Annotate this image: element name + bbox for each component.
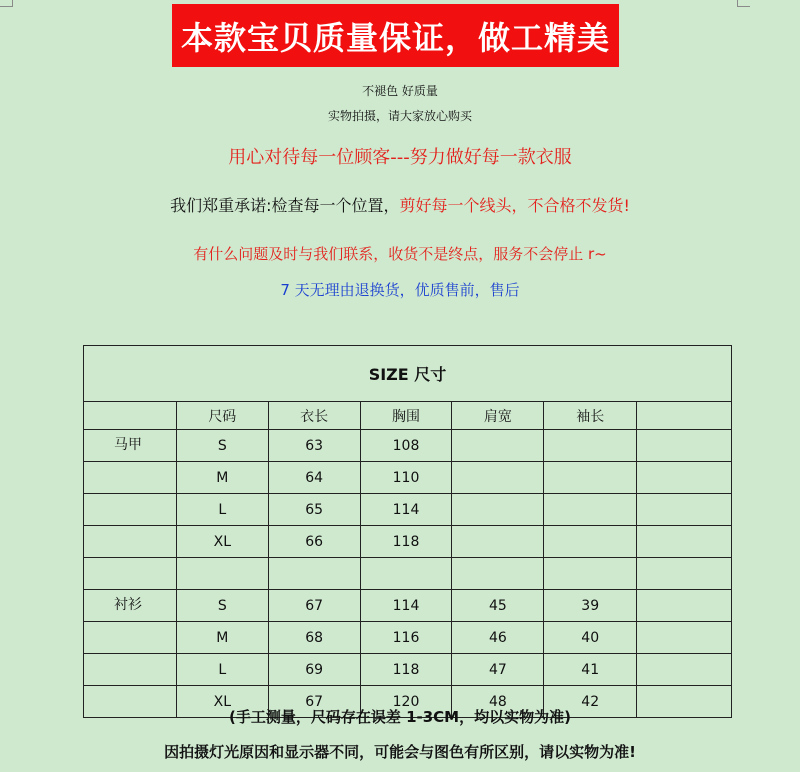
table-cell: 120 xyxy=(360,686,452,718)
table-cell xyxy=(452,558,544,590)
header-cell xyxy=(84,402,177,430)
table-cell xyxy=(637,526,732,558)
table-cell: 41 xyxy=(544,654,637,686)
table-cell xyxy=(452,430,544,462)
table-cell xyxy=(84,494,177,526)
table-cell xyxy=(360,558,452,590)
table-cell: 39 xyxy=(544,590,637,622)
table-cell: XL xyxy=(176,526,268,558)
measurement-note: (手工测量，尺码存在误差 1-3CM，均以实物为准) xyxy=(229,708,571,726)
table-cell xyxy=(544,462,637,494)
table-cell: 110 xyxy=(360,462,452,494)
table-cell: 衬衫 xyxy=(84,590,177,622)
return-policy-text: 7 天无理由退换货，优质售前，售后 xyxy=(280,281,520,299)
table-cell: 67 xyxy=(268,590,360,622)
table-cell xyxy=(452,494,544,526)
customer-care-text: 用心对待每一位顾客---努力做好每一款衣服 xyxy=(228,147,572,168)
table-cell xyxy=(637,622,732,654)
size-table-title: SIZE 尺寸 xyxy=(84,346,732,402)
crop-mark-right xyxy=(737,0,750,7)
table-cell: 114 xyxy=(360,590,452,622)
table-cell: 48 xyxy=(452,686,544,718)
table-cell xyxy=(637,494,732,526)
header-cell: 尺码 xyxy=(176,402,268,430)
table-row xyxy=(84,462,732,494)
no-fade-text: 不褪色 好质量 xyxy=(362,84,438,98)
size-table-title-row xyxy=(84,346,732,402)
table-cell: M xyxy=(176,462,268,494)
header-cell: 肩宽 xyxy=(452,402,544,430)
table-row xyxy=(84,494,732,526)
table-cell: 66 xyxy=(268,526,360,558)
table-cell xyxy=(84,622,177,654)
table-cell: 67 xyxy=(268,686,360,718)
table-row xyxy=(84,622,732,654)
table-cell: 马甲 xyxy=(84,430,177,462)
table-row xyxy=(84,558,732,590)
table-cell xyxy=(637,590,732,622)
table-cell: 47 xyxy=(452,654,544,686)
table-cell xyxy=(84,462,177,494)
table-cell xyxy=(84,558,177,590)
size-table-header-row xyxy=(84,402,732,430)
table-cell xyxy=(544,526,637,558)
table-cell xyxy=(637,558,732,590)
table-cell: 46 xyxy=(452,622,544,654)
table-cell: 40 xyxy=(544,622,637,654)
promise-text xyxy=(0,193,800,216)
table-cell: 65 xyxy=(268,494,360,526)
crop-mark-left xyxy=(0,0,13,7)
table-cell: 118 xyxy=(360,654,452,686)
header-cell: 胸围 xyxy=(360,402,452,430)
table-cell xyxy=(452,526,544,558)
table-cell: 114 xyxy=(360,494,452,526)
table-row xyxy=(84,430,732,462)
quality-banner: 本款宝贝质量保证，做工精美 xyxy=(172,4,619,67)
header-cell xyxy=(637,402,732,430)
table-cell xyxy=(544,430,637,462)
table-cell: 108 xyxy=(360,430,452,462)
table-cell: L xyxy=(176,494,268,526)
table-cell xyxy=(544,558,637,590)
table-row xyxy=(84,526,732,558)
table-cell: 69 xyxy=(268,654,360,686)
table-cell xyxy=(544,494,637,526)
header-cell: 袖长 xyxy=(544,402,637,430)
promise-black-text: 我们郑重承诺:检查每一个位置， xyxy=(170,196,400,215)
table-cell xyxy=(637,430,732,462)
table-cell xyxy=(637,654,732,686)
promise-red-text: 剪好每一个线头，不合格不发货! xyxy=(399,196,630,215)
table-cell: L xyxy=(176,654,268,686)
color-disclaimer: 因拍摄灯光原因和显示器不同，可能会与图色有所区别，请以实物为准! xyxy=(164,743,636,761)
table-cell: 42 xyxy=(544,686,637,718)
real-photo-text: 实物拍摄，请大家放心购买 xyxy=(327,109,472,123)
table-cell: 118 xyxy=(360,526,452,558)
header-cell: 衣长 xyxy=(268,402,360,430)
table-cell: 68 xyxy=(268,622,360,654)
table-cell: 45 xyxy=(452,590,544,622)
table-cell: 64 xyxy=(268,462,360,494)
table-cell: XL xyxy=(176,686,268,718)
table-cell: S xyxy=(176,590,268,622)
table-cell xyxy=(84,654,177,686)
table-cell xyxy=(452,462,544,494)
table-cell: 116 xyxy=(360,622,452,654)
contact-text: 有什么问题及时与我们联系，收货不是终点，服务不会停止 r~ xyxy=(193,245,607,263)
table-row xyxy=(84,590,732,622)
size-table xyxy=(83,345,732,718)
table-cell xyxy=(84,526,177,558)
table-cell: M xyxy=(176,622,268,654)
table-cell xyxy=(268,558,360,590)
table-row xyxy=(84,654,732,686)
table-cell xyxy=(637,462,732,494)
table-cell: 63 xyxy=(268,430,360,462)
table-cell xyxy=(176,558,268,590)
table-cell: S xyxy=(176,430,268,462)
